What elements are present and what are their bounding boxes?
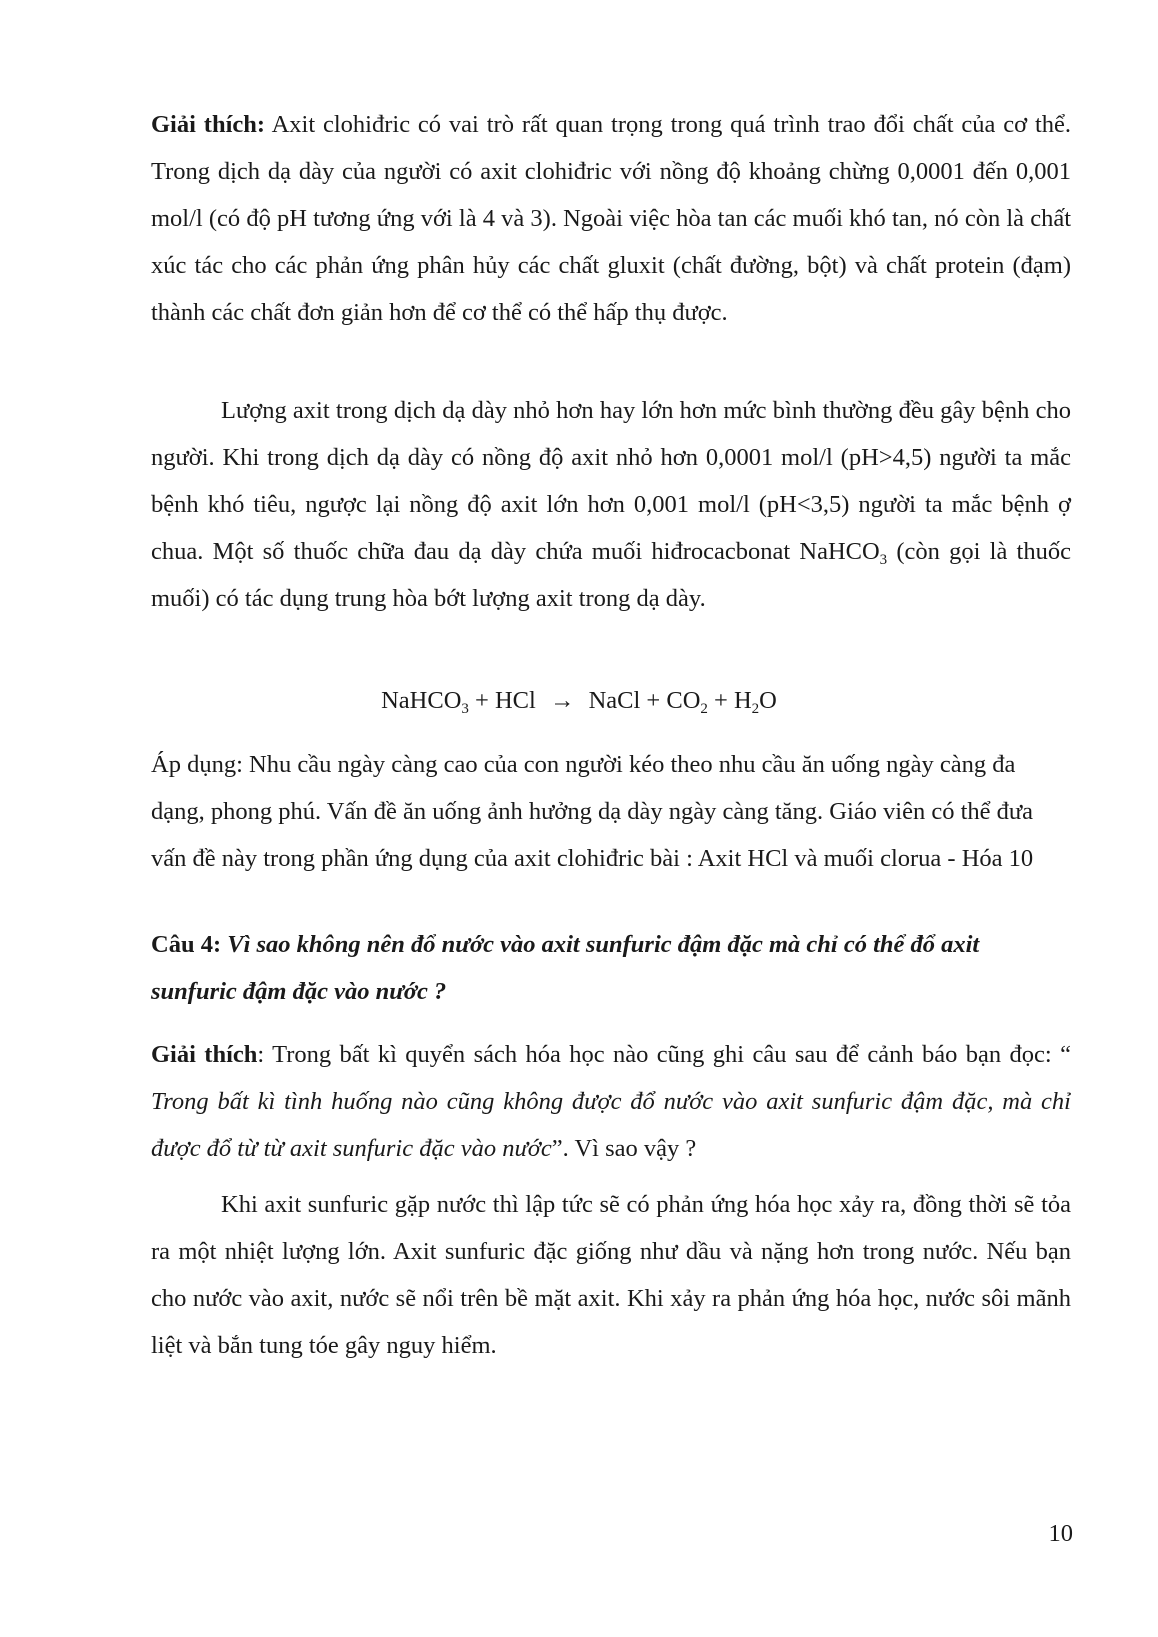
product-nacl-co2: NaCl + CO xyxy=(582,687,701,714)
reactant-nahco3: NaHCO xyxy=(381,687,462,714)
explanation-paragraph-2 xyxy=(151,1031,1071,1172)
question-4 xyxy=(151,921,1071,1015)
subscript: 2 xyxy=(700,701,708,717)
reactant-hcl: + HCl xyxy=(468,687,542,714)
chemical-equation xyxy=(0,677,1158,724)
application-text: Áp dụng: Nhu cầu ngày càng cao của con người kéo theo nhu cầu ăn uống ngày càng đa dạng, phong phú. Vấn đề ăn uống ảnh hưởng dạ dày ngày càng tăng. Giáo viên có thể đưa vấn đề này trong phần ứng dụng của axit clohiđric bài : Axit HCl và muối clorua - Hóa 10 xyxy=(151,751,1034,872)
product-water: + H xyxy=(707,687,752,714)
subscript: 2 xyxy=(751,701,760,717)
application-paragraph xyxy=(151,741,1071,882)
stomach-acid-text: Lượng axit trong dịch dạ dày nhỏ hơn hay lớn hơn mức bình thường đều gây bệnh cho người. Khi trong dịch dạ dày có nồng độ axit nhỏ hơn 0,0001 mol/l (pH>4,5) người ta mắc bệnh khó tiêu, ngược lại nồng độ axit lớn hơn 0,001 mol/l (pH<3,5) người ta mắc bệnh ợ chua. Một số thuốc chữa đau dạ dày chứa muối hiđrocacbonat NaHCO xyxy=(151,397,1071,565)
page-number: 10 xyxy=(1048,1520,1073,1547)
explanation-text: Axit clohiđric có vai trò rất quan trọng trong quá trình trao đổi chất của cơ thể. Trong dịch dạ dày của người có axit clohiđric với nồng độ khoảng chừng 0,0001 đến 0,001 mol/l (có độ pH tương ứng với là 4 và 3). Ngoài việc hòa tan các muối khó tan, nó còn là chất xúc tác cho các phản ứng phân hủy các chất gluxit (chất đường, bột) và chất protein (đạm) thành các chất đơn giản hơn để cơ thể có thể hấp thụ được. xyxy=(151,111,1072,326)
stomach-acid-paragraph xyxy=(151,387,1071,622)
warning-quote: Trong bất kì tình huống nào cũng không được đổ nước vào axit sunfuric đậm đặc, mà chỉ được đổ từ từ axit sunfuric đặc vào nước xyxy=(151,1088,1071,1162)
explanation-label-2: Giải thích xyxy=(151,1041,258,1068)
subscript: 3 xyxy=(461,701,469,717)
question-text: Vì sao không nên đổ nước vào axit sunfuric đậm đặc mà chỉ có thể đổ axit sunfuric đậm đặc vào nước ? xyxy=(151,931,980,1005)
explanation-text-2-end: ”. Vì sao vậy ? xyxy=(551,1135,697,1162)
explanation-paragraph-1 xyxy=(151,101,1071,336)
sulfuric-acid-text: Khi axit sunfuric gặp nước thì lập tức sẽ có phản ứng hóa học xảy ra, đồng thời sẽ tỏa ra một nhiệt lượng lớn. Axit sunfuric đặc giống như dầu và nặng hơn trong nước. Nếu bạn cho nước vào axit, nước sẽ nổi trên bề mặt axit. Khi xảy ra phản ứng hóa học, nước sôi mãnh liệt và bắn tung tóe gây nguy hiểm. xyxy=(151,1191,1071,1359)
explanation-text-2: : Trong bất kì quyển sách hóa học nào cũng ghi câu sau để cảnh báo bạn đọc: “ xyxy=(257,1041,1071,1068)
explanation-label: Giải thích: xyxy=(151,111,266,138)
question-label: Câu 4: xyxy=(151,931,222,958)
stomach-acid-text-end: (còn gọi là thuốc muối) có tác dụng trung hòa bớt lượng axit trong dạ dày. xyxy=(151,538,1071,612)
reaction-arrow-icon: → xyxy=(549,687,575,714)
sulfuric-acid-paragraph xyxy=(151,1181,1071,1369)
product-water-end: O xyxy=(759,687,777,714)
subscript: 3 xyxy=(879,552,888,568)
